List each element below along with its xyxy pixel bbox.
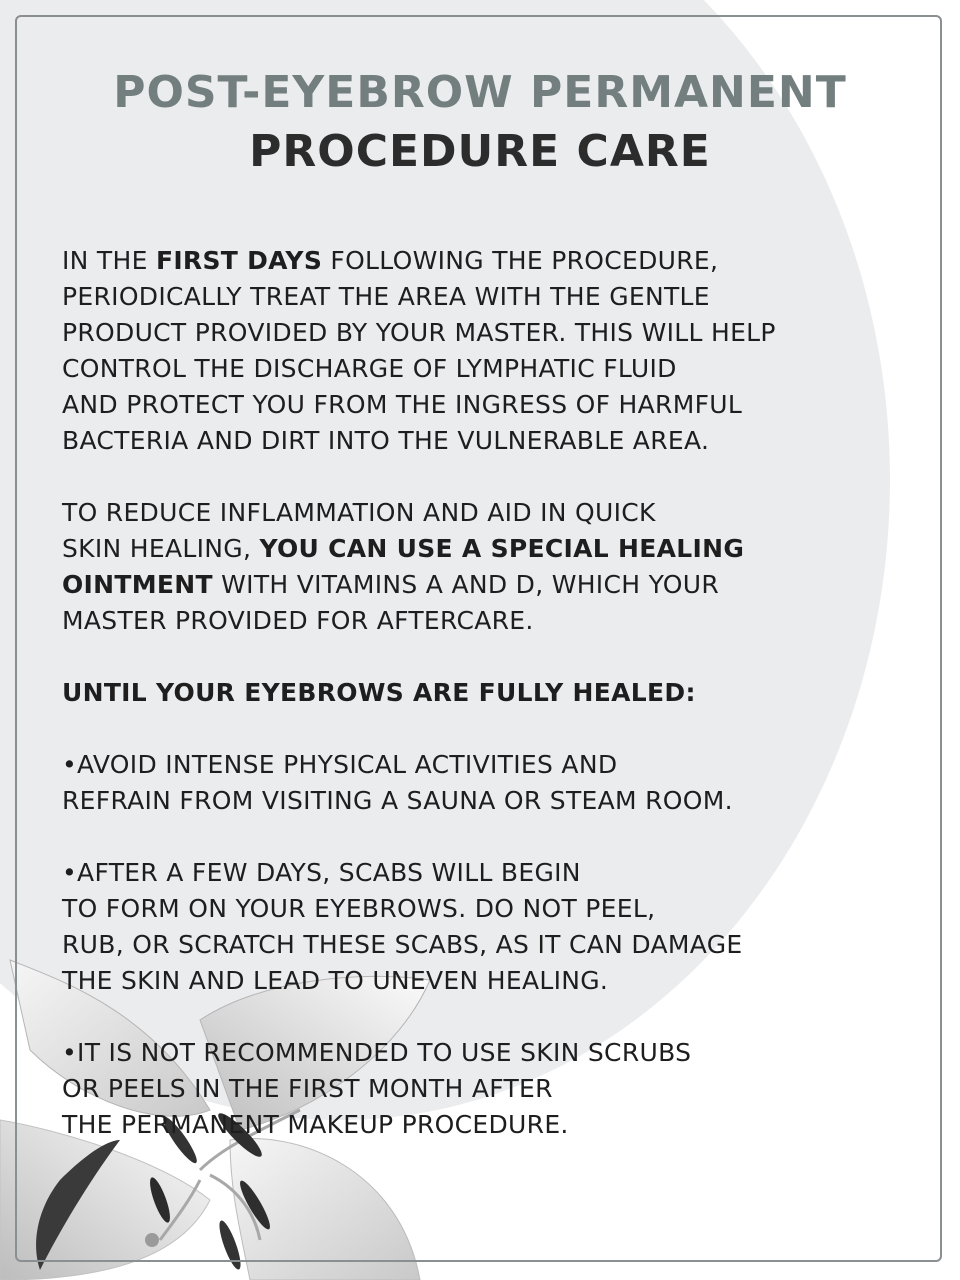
emphasis-healing: YOU CAN USE A SPECIAL HEALING	[259, 534, 745, 563]
text-line: •AVOID INTENSE PHYSICAL ACTIVITIES AND	[62, 750, 618, 779]
heading-until-healed: UNTIL YOUR EYEBROWS ARE FULLY HEALED:	[62, 678, 696, 707]
text-line: TO FORM ON YOUR EYEBROWS. DO NOT PEEL,	[62, 894, 656, 923]
text-line: THE PERMANENT MAKEUP PROCEDURE.	[62, 1110, 569, 1139]
text-line: OR PEELS IN THE FIRST MONTH AFTER	[62, 1074, 553, 1103]
text-fragment: SKIN HEALING,	[62, 534, 260, 563]
page-title	[0, 64, 960, 182]
text-fragment: IN THE	[62, 246, 156, 275]
bullet-scabs	[62, 855, 922, 999]
paragraph-ointment	[62, 495, 922, 639]
text-fragment: WITH VITAMINS A AND D, WHICH YOUR	[212, 570, 720, 599]
text-fragment: FOLLOWING THE PROCEDURE,	[322, 246, 719, 275]
text-line: THE SKIN AND LEAD TO UNEVEN HEALING.	[62, 966, 609, 995]
emphasis-ointment: OINTMENT	[62, 570, 213, 599]
text-line: MASTER PROVIDED FOR AFTERCARE.	[62, 606, 534, 635]
text-line	[62, 243, 922, 279]
section-heading	[62, 675, 922, 711]
emphasis-first-days: FIRST DAYS	[155, 246, 323, 275]
title-line-2: PROCEDURE CARE	[249, 126, 711, 177]
title-line-1: POST-EYEBROW PERMANENT	[113, 67, 847, 118]
text-line: AND PROTECT YOU FROM THE INGRESS OF HARMFUL	[62, 390, 743, 419]
text-line	[62, 531, 922, 567]
text-line: REFRAIN FROM VISITING A SAUNA OR STEAM ROOM.	[62, 786, 733, 815]
text-line: •AFTER A FEW DAYS, SCABS WILL BEGIN	[62, 858, 581, 887]
text-line	[62, 567, 922, 603]
bullet-scrubs	[62, 1035, 922, 1143]
text-line: PERIODICALLY TREAT THE AREA WITH THE GENTLE	[62, 282, 710, 311]
text-line: •IT IS NOT RECOMMENDED TO USE SKIN SCRUBS	[62, 1038, 692, 1067]
text-line: BACTERIA AND DIRT INTO THE VULNERABLE AREA.	[62, 426, 710, 455]
text-line: TO REDUCE INFLAMMATION AND AID IN QUICK	[62, 498, 656, 527]
paragraph-first-days	[62, 243, 922, 459]
instructions-body	[62, 243, 922, 1179]
text-line: RUB, OR SCRATCH THESE SCABS, AS IT CAN DAMAGE	[62, 930, 743, 959]
bullet-activities	[62, 747, 922, 819]
text-line: PRODUCT PROVIDED BY YOUR MASTER. THIS WILL HELP	[62, 318, 776, 347]
text-line: CONTROL THE DISCHARGE OF LYMPHATIC FLUID	[62, 354, 677, 383]
